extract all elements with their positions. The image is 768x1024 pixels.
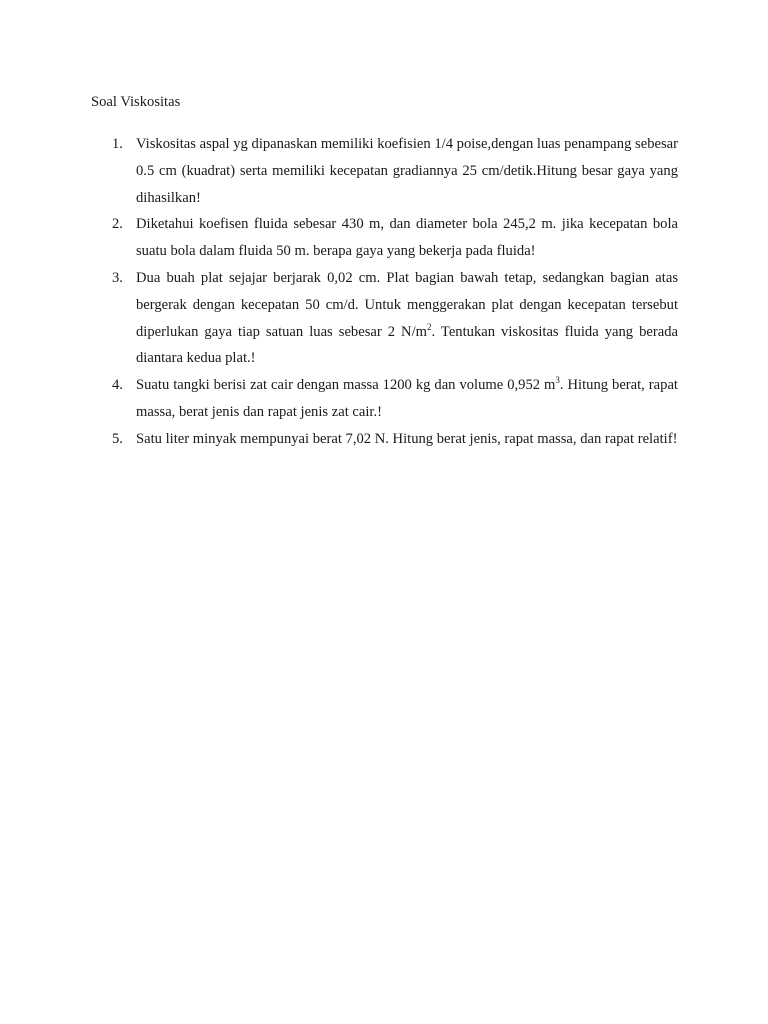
question-text-part: Dua buah plat sejajar berjarak 0,02 cm. Plat bagian bawah tetap, sedangkan bagian atas bergerak dengan kecepatan 50 cm/d. Untuk menggerakan plat dengan kecepatan tersebut diperlukan gaya tiap satuan luas sebesar 2 N/m (136, 269, 678, 340)
question-text-part: . Tentukan viskositas fluida yang berada diantara kedua plat.! (136, 323, 678, 367)
unit-superscript: 2 (427, 321, 432, 332)
question-text (136, 431, 677, 447)
question-text-part: . Hitung berat, rapat massa, berat jenis dan rapat jenis zat cair.! (136, 377, 678, 420)
question-text (136, 216, 678, 259)
question-text (136, 270, 678, 366)
question-number: 1. (112, 136, 123, 152)
question-text-part: Suatu tangki berisi zat cair dengan massa 1200 kg dan volume 0,952 m (136, 377, 556, 394)
question-item-3 (112, 265, 678, 372)
unit-superscript: 3 (555, 375, 560, 386)
question-text-part: Diketahui koefisen fluida sebesar 430 m, dan diameter bola 245,2 m. jika kecepatan bola suatu bola dalam fluida 50 m. berapa gaya yang bekerja pada fluida! (136, 216, 678, 260)
question-item-2 (112, 211, 678, 265)
document-title: Soal Viskositas (91, 94, 181, 110)
question-text-part: Satu liter minyak mempunyai berat 7,02 N. Hitung berat jenis, rapat massa, dan rapat relatif! (136, 430, 678, 447)
question-list (112, 131, 678, 453)
question-item-5 (112, 426, 678, 453)
question-text (136, 377, 678, 420)
question-text-part: Viskositas aspal yg dipanaskan memiliki koefisien 1/4 poise,dengan luas penampang sebesar 0.5 cm (kuadrat) serta memiliki kecepatan gradiannya 25 cm/detik.Hitung besar gaya yang dihasilkan! (136, 136, 678, 206)
question-item-1 (112, 131, 678, 211)
question-number: 3. (112, 269, 123, 286)
question-item-4 (112, 372, 678, 426)
question-number: 5. (112, 430, 123, 447)
question-number: 4. (112, 377, 123, 394)
question-number: 2. (112, 216, 123, 233)
question-text (136, 136, 678, 206)
